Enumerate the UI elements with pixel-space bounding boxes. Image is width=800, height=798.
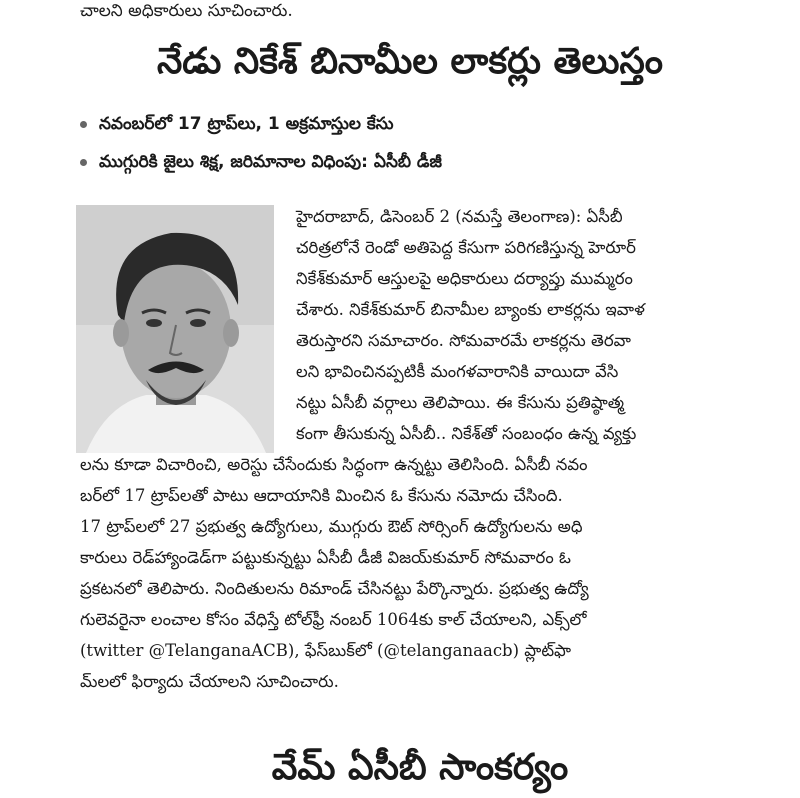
bullet-text: ముగ్గురికి జైలు శిక్ష, జరిమానాల విధింపు: ఏసీబీ డీజీ bbox=[99, 152, 442, 172]
body-line: చరిత్రలోనే రెండో అతిపెద్ద కేసుగా పరిగణిస్తున్న హెరూర్ bbox=[296, 238, 636, 257]
body-line: ప్రకటనలో తెలిపారు. నిందితులను రిమాండ్ చేసినట్టు పేర్కొన్నారు. ప్రభుత్వ ఉద్యో bbox=[80, 579, 589, 598]
body-line: బర్‌లో 17 ట్రాప్‌లతో పాటు ఆదాయానికి మించిన ఓ కేసును నమోదు చేసింది. bbox=[80, 486, 563, 505]
body-line: (twitter @TelanganaACB), ఫేస్‌బుక్‌లో (@telanganaacb) ప్లాట్‌ఫా bbox=[80, 641, 572, 660]
previous-article-tail: చాలని అధికారులు సూచించారు. bbox=[80, 1, 293, 21]
next-article-headline-partial: వేమ్ ఏసీబీ సాంకర్యం bbox=[271, 747, 569, 788]
bullet-dot-icon bbox=[80, 159, 87, 166]
body-line: తెరుస్తారని సమాచారం. సోమవారమే లాకర్లను తెరవా bbox=[296, 331, 631, 350]
body-line: మ్‌లలో ఫిర్యాదు చేయాలని సూచించారు. bbox=[80, 672, 339, 691]
bullet-point bbox=[80, 148, 780, 176]
bullet-point bbox=[80, 110, 780, 138]
body-line: 17 ట్రాప్‌లలో 27 ప్రభుత్వ ఉద్యోగులు, ముగ్గురు ఔట్ సోర్సింగ్ ఉద్యోగులను అధి bbox=[80, 517, 583, 536]
body-line: కంగా తీసుకున్న ఏసీబీ.. నికేశ్‌తో సంబంధం ఉన్న వ్యక్తు bbox=[296, 424, 637, 443]
portrait-image bbox=[76, 205, 274, 453]
body-line: చేశారు. నికేశ్‌కుమార్ బినామీల బ్యాంకు లాకర్లను ఇవాళ bbox=[296, 300, 645, 319]
bullet-dot-icon bbox=[80, 121, 87, 128]
body-line: నికేశ్‌కుమార్ ఆస్తులపై అధికారులు దర్యాప్తు ముమ్మరం bbox=[296, 269, 633, 288]
body-line: నట్టు ఏసీబీ వర్గాలు తెలిపాయి. ఈ కేసును ప్రతిష్ఠాత్మ bbox=[296, 393, 625, 412]
body-line: హైదరాబాద్, డిసెంబర్ 2 (నమస్తే తెలంగాణ): ఏసీబీ bbox=[296, 207, 623, 226]
bullet-text: నవంబర్‌లో 17 ట్రాప్‌లు, 1 అక్రమాస్తుల కేసు bbox=[99, 114, 394, 134]
accused-portrait-photo bbox=[76, 205, 274, 453]
body-line: కారులు రెడ్‌హ్యాండెడ్‌గా పట్టుకున్నట్టు ఏసీబీ డీజీ విజయ్‌కుమార్ సోమవారం ఓ bbox=[80, 548, 571, 567]
body-line: గులెవరైనా లంచాల కోసం వేధిస్తే టోల్‌ఫ్రీ నంబర్ 1064కు కాల్ చేయాలని, ఎక్స్‌లో bbox=[80, 610, 587, 629]
article-headline: నేడు నికేశ్ బినామీల లాకర్లు తెలుస్తం bbox=[156, 41, 664, 82]
body-line: లని భావించినప్పటికీ మంగళవారానికి వాయిదా వేసి bbox=[296, 362, 619, 381]
body-line: లను కూడా విచారించి, అరెస్టు చేసేందుకు సిద్ధంగా ఉన్నట్టు తెలిసింది. ఏసీబీ నవం bbox=[80, 455, 588, 474]
